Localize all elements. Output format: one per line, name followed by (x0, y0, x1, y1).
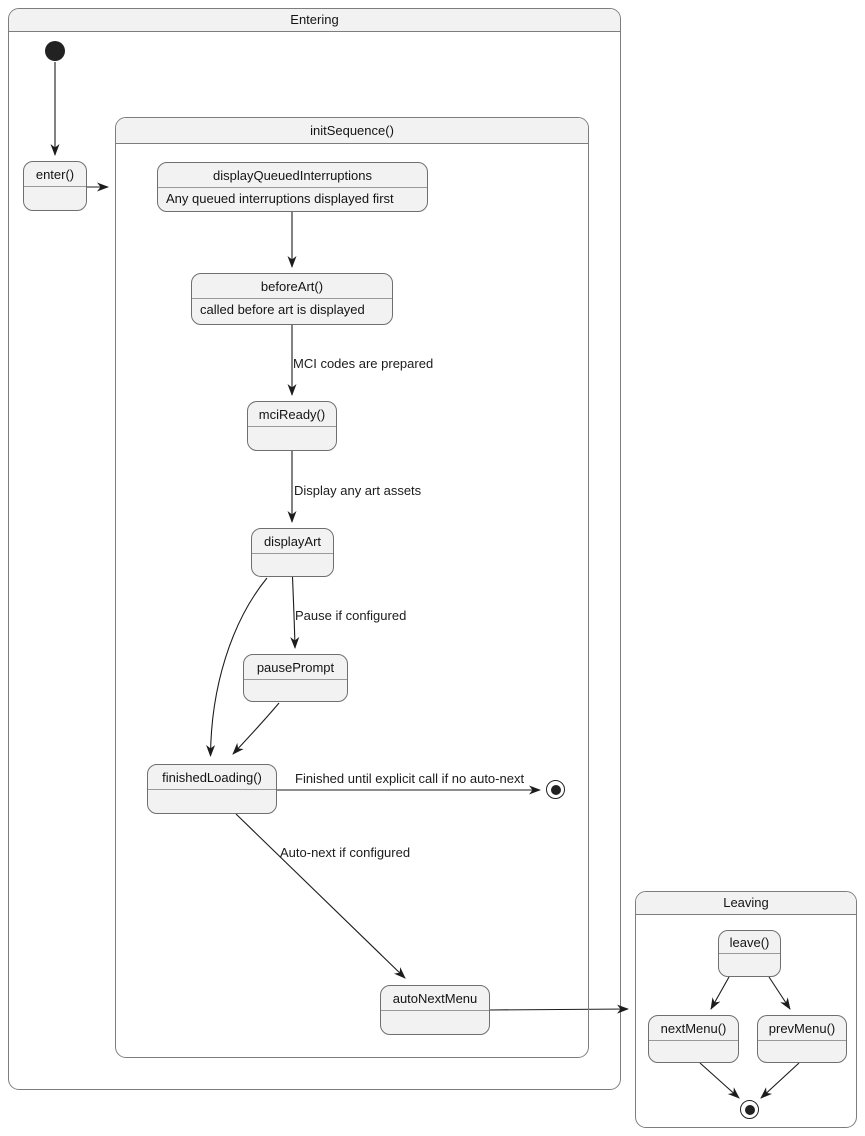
state-auto-next-menu-title: autoNextMenu (381, 986, 489, 1011)
frame-init-sequence (115, 117, 589, 1058)
state-pause-prompt-title: pausePrompt (244, 655, 347, 680)
state-mci-ready-title: mciReady() (248, 402, 336, 427)
state-next-menu-body (649, 1041, 738, 1062)
state-next-menu (648, 1015, 739, 1063)
final-state-icon-entering (546, 780, 565, 799)
edge-label-mci-prepared: MCI codes are prepared (293, 356, 434, 371)
state-pause-prompt (243, 654, 348, 702)
state-finished-loading-body (148, 790, 276, 813)
state-display-art (251, 528, 334, 577)
state-before-art-title: beforeArt() (192, 274, 392, 299)
state-leave-title: leave() (719, 931, 780, 954)
final-state-core (551, 785, 561, 795)
state-leave (718, 930, 781, 977)
frame-init-sequence-title: initSequence() (116, 118, 588, 144)
state-prev-menu-body (758, 1041, 846, 1062)
final-state-icon-leaving (740, 1100, 759, 1119)
state-mci-ready (247, 401, 337, 451)
state-display-queued-interruptions-title: displayQueuedInterruptions (158, 163, 427, 188)
state-prev-menu (757, 1015, 847, 1063)
state-display-queued-interruptions (157, 162, 428, 212)
state-enter-body (24, 187, 86, 210)
edge-label-display-assets: Display any art assets (294, 483, 422, 498)
state-before-art-body: called before art is displayed (200, 302, 365, 317)
state-finished-loading-title: finishedLoading() (148, 765, 276, 790)
edge-label-finished-no-autonext: Finished until explicit call if no auto-next (295, 771, 525, 786)
state-mci-ready-body (248, 427, 336, 450)
edge-label-autonext-configured: Auto-next if configured (280, 845, 411, 860)
state-before-art (191, 273, 393, 325)
initial-state-icon (45, 41, 65, 61)
state-pause-prompt-body (244, 680, 347, 701)
final-state-core (745, 1105, 755, 1115)
state-next-menu-title: nextMenu() (649, 1016, 738, 1041)
edge-label-pause-configured: Pause if configured (295, 608, 407, 623)
state-prev-menu-title: prevMenu() (758, 1016, 846, 1041)
frame-entering-title: Entering (9, 9, 620, 32)
state-auto-next-menu-body (381, 1011, 489, 1034)
state-auto-next-menu (380, 985, 490, 1035)
state-finished-loading (147, 764, 277, 814)
state-enter (23, 161, 87, 211)
state-enter-title: enter() (24, 162, 86, 187)
state-display-art-title: displayArt (252, 529, 333, 554)
state-display-queued-interruptions-body: Any queued interruptions displayed first (166, 191, 394, 206)
state-display-art-body (252, 554, 333, 576)
frame-leaving-title: Leaving (636, 892, 856, 915)
state-leave-body (719, 954, 780, 976)
